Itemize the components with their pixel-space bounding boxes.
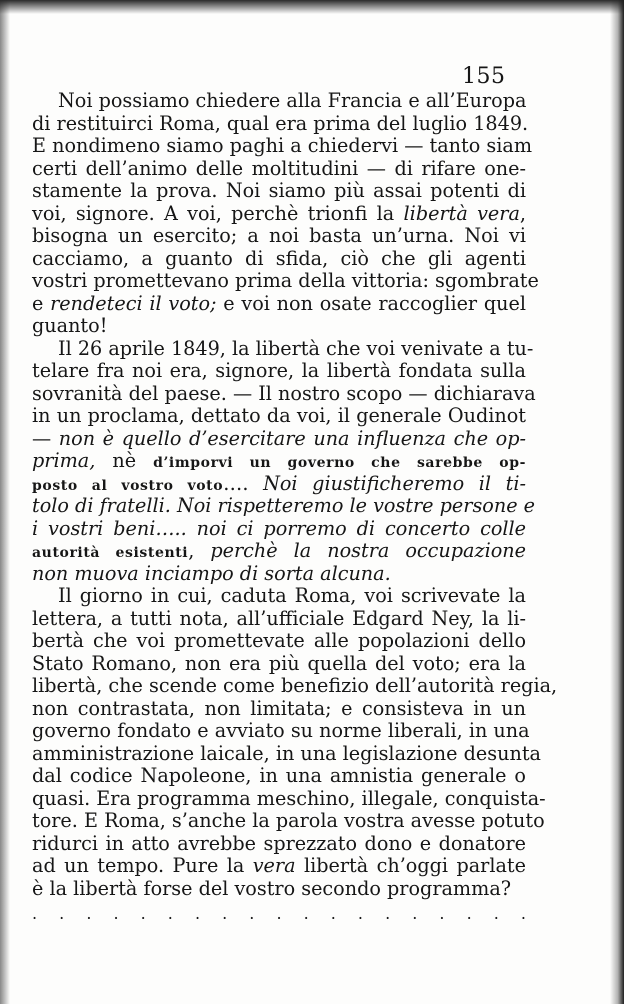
text-line: i vostri beni….. noi ci porremo di concerto colle xyxy=(32,516,526,540)
text-line: stamente la prova. Noi siamo più assai potenti di xyxy=(32,179,526,202)
text-line: libertà, che scende come benefizio dell’autorità regia, xyxy=(32,674,558,697)
text-line: in un proclama, dettato da voi, il generale Oudinot xyxy=(32,404,526,427)
text-line: ad un tempo. Pure la vera libertà ch’oggi parlate xyxy=(32,854,526,877)
text-line: non muova inciampo di sorta alcuna. xyxy=(32,561,391,585)
text-line: quasi. Era programma meschino, illegale, conquista- xyxy=(32,786,546,810)
text-line: guanto! xyxy=(32,314,108,337)
text-line: cacciamo, a guanto di sfida, ciò che gli agenti xyxy=(32,246,526,270)
text-line: dal codice Napoleone, in una amnistia generale o xyxy=(32,764,526,787)
text-line: bisogna un esercito; a noi basta un’urna. Noi vi xyxy=(32,224,526,247)
text-line: certi dell’animo delle moltitudini — di rifare one- xyxy=(32,156,526,180)
text-line: bertà che voi promettevate alle popolazioni dello xyxy=(32,629,526,652)
text-line: amministrazione laicale, in una legislazione desunta xyxy=(32,741,541,765)
text-line: — non è quello d’esercitare una influenza che op- xyxy=(32,426,526,450)
text-line: governo fondato e avviato su norme liberali, in una xyxy=(32,719,530,742)
dotted-separator: . . . . . . . . . . . . . . . . . . . xyxy=(32,904,526,923)
scan-right-edge xyxy=(610,0,624,1004)
text-line: E nondimeno siamo paghi a chiedervi — tanto siam xyxy=(32,134,533,157)
text-line: prima, nè d’imporvi un governo che sarebbe op- xyxy=(32,449,526,472)
text-line: autorità esistenti, perchè la nostra occupazione xyxy=(32,539,526,562)
text-line: tore. E Roma, s’anche la parola vostra avesse potuto xyxy=(32,809,545,832)
text-line: voi, signore. A voi, perchè trionfi la libertà vera, xyxy=(32,201,526,225)
text-line: è la libertà forse del vostro secondo programma? xyxy=(32,876,512,900)
text-line: tolo di fratelli. Noi rispetteremo le vostre persone e xyxy=(32,494,536,517)
scan-left-edge xyxy=(0,0,10,1004)
text-line: telare fra noi era, signore, la libertà fondata sulla xyxy=(32,359,526,382)
scan-top-edge xyxy=(0,0,624,14)
text-line: sovranità del paese. — Il nostro scopo — dichiarava xyxy=(32,381,536,405)
text-line: di restituirci Roma, qual era prima del luglio 1849. xyxy=(32,111,529,135)
text-line: Il giorno in cui, caduta Roma, voi scrivevate la xyxy=(58,584,526,607)
text-line: ridurci in atto avrebbe sprezzato dono e donatore xyxy=(32,831,526,855)
text-line: posto al vostro voto…. Noi giustificheremo il ti- xyxy=(32,471,526,495)
text-line: Il 26 aprile 1849, la libertà che voi venivate a tu- xyxy=(58,336,534,360)
text-line: Noi possiamo chiedere alla Francia e all’Europa xyxy=(58,89,527,112)
body-text xyxy=(32,89,558,900)
text-line: vostri promettevano prima della vittoria: sgombrate xyxy=(32,269,539,292)
text-line: Stato Romano, non era più quella del voto; era la xyxy=(32,651,526,675)
text-line: e rendeteci il voto; e voi non osate raccoglier quel xyxy=(32,291,526,315)
page-number: 155 xyxy=(462,64,506,89)
text-line: non contrastata, non limitata; e consisteva in un xyxy=(32,696,526,720)
text-line: lettera, a tutti nota, all’ufficiale Edgard Ney, la li- xyxy=(32,606,526,630)
